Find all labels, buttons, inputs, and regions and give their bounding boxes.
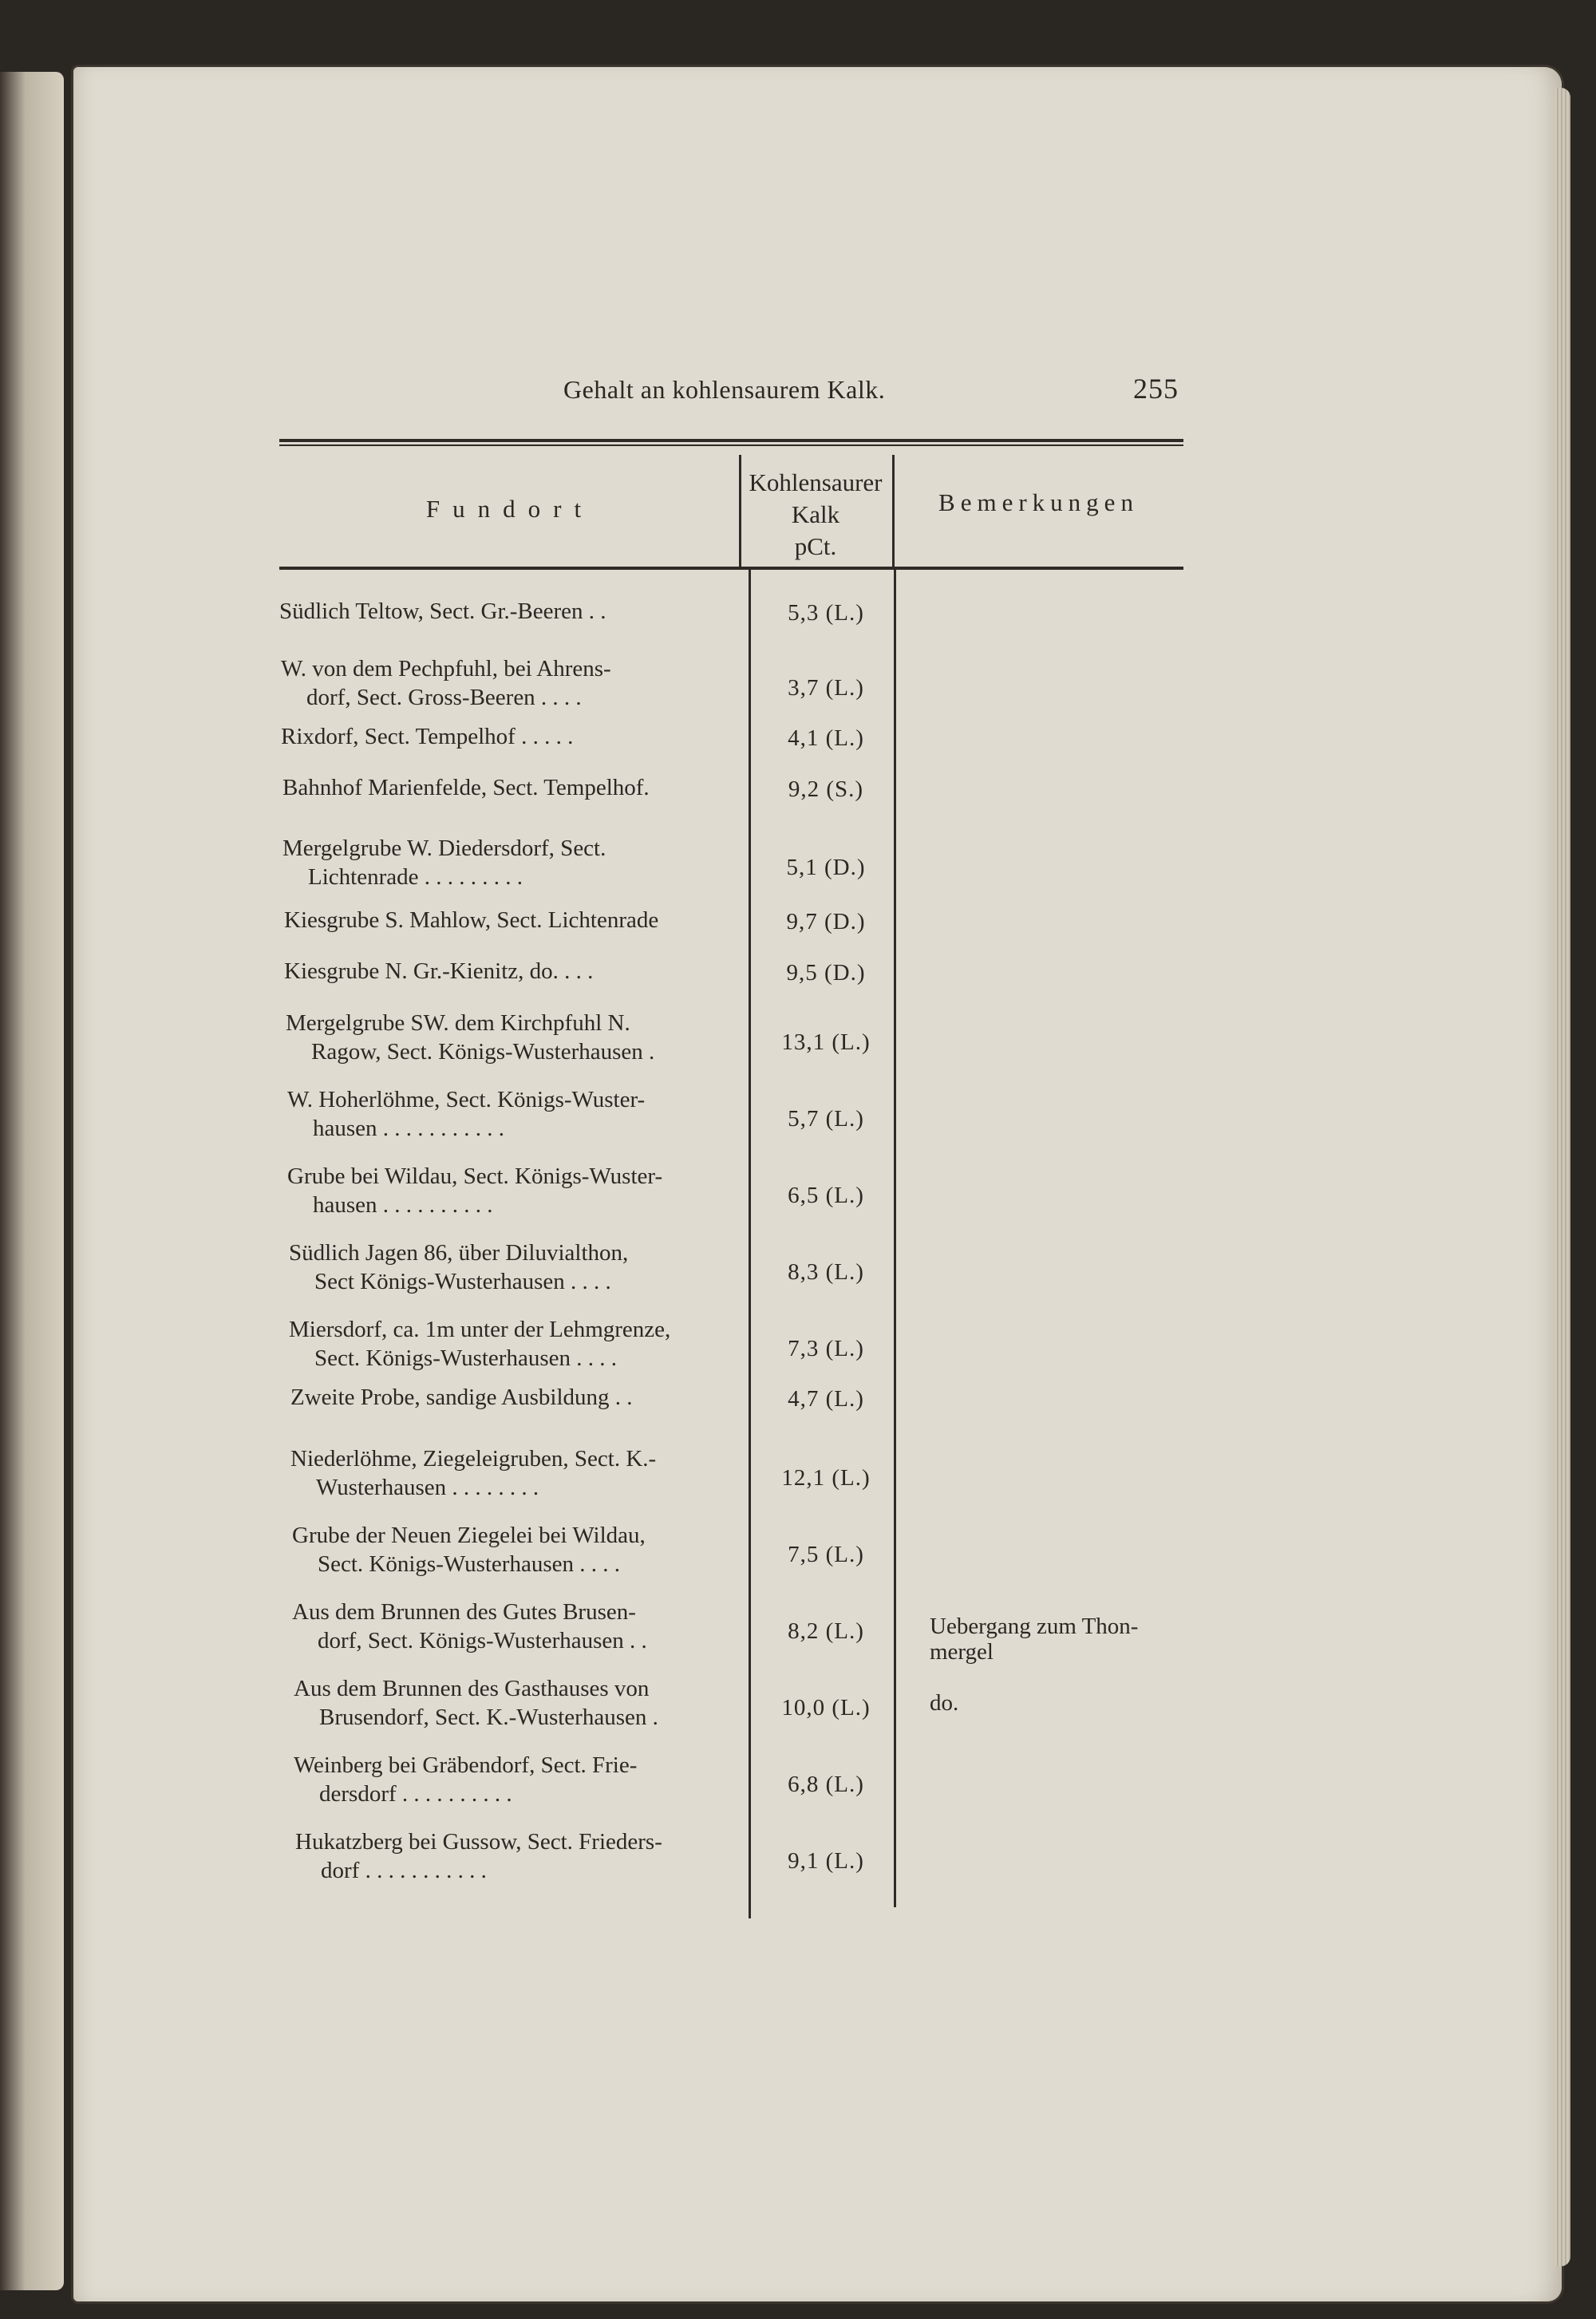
bemerkung-cell: Uebergang zum Thon-mergel: [930, 1614, 1139, 1665]
kalk-value: 9,7 (D.): [786, 909, 866, 934]
kalk-value: 10,0 (L.): [781, 1695, 871, 1720]
kalk-value: 12,1 (L.): [781, 1465, 871, 1491]
fundort-line: Südlich Jagen 86, über Diluvialthon,: [289, 1240, 629, 1266]
fundort-line: Lichtenrade . . . . . . . . .: [308, 864, 523, 890]
column-header-fundort: Fundort: [425, 495, 595, 523]
fundort-cell: [282, 773, 729, 802]
fundort-line: Rixdorf, Sect. Tempelhof . . . . .: [281, 724, 574, 749]
kalk-value: 7,5 (L.): [788, 1542, 864, 1567]
fundort-cell: [294, 1674, 741, 1732]
fundort-cell: [287, 1162, 734, 1219]
fundort-cell: [287, 1085, 734, 1143]
column-header-kalk-line: pCt.: [794, 532, 837, 560]
kalk-value: 5,3 (L.): [788, 600, 864, 626]
fundort-line: hausen . . . . . . . . . .: [313, 1192, 493, 1218]
fundort-line: Kiesgrube S. Mahlow, Sect. Lichtenrade: [284, 907, 659, 933]
kalk-value: 3,7 (L.): [788, 675, 864, 701]
facing-page-edge: [0, 72, 64, 2290]
fundort-cell: [284, 906, 731, 934]
fundort-line: Wusterhausen . . . . . . . .: [316, 1475, 539, 1500]
fundort-line: dorf, Sect. Königs-Wusterhausen . .: [318, 1628, 647, 1653]
kalk-value: 5,1 (D.): [786, 855, 866, 880]
fundort-cell: [281, 654, 728, 712]
fundort-line: Ragow, Sect. Königs-Wusterhausen .: [311, 1039, 655, 1065]
fundort-line: Grube bei Wildau, Sect. Königs-Wuster-: [287, 1163, 663, 1189]
fundort-line: Brusendorf, Sect. K.-Wusterhausen .: [319, 1705, 658, 1730]
fundort-line: Aus dem Brunnen des Gasthauses von: [294, 1676, 650, 1701]
column-header-kalk-line: Kohlensaurer: [749, 468, 883, 496]
fundort-line: Weinberg bei Gräbendorf, Sect. Frie-: [294, 1752, 638, 1778]
kalk-value: 4,1 (L.): [788, 725, 864, 751]
fundort-line: Grube der Neuen Ziegelei bei Wildau,: [292, 1523, 646, 1548]
fundort-cell: [295, 1827, 742, 1885]
fundort-line: Bahnhof Marienfelde, Sect. Tempelhof.: [282, 775, 650, 800]
page-stack-edge: [1555, 88, 1570, 2266]
fundort-line: Niederlöhme, Ziegeleigruben, Sect. K.-: [290, 1446, 657, 1472]
kalk-value: 13,1 (L.): [781, 1029, 871, 1055]
fundort-line: dersdorf . . . . . . . . . .: [319, 1781, 512, 1807]
table-top-rule: [279, 439, 1183, 442]
fundort-cell: [289, 1239, 736, 1296]
fundort-line: Aus dem Brunnen des Gutes Brusen-: [292, 1599, 636, 1625]
kalk-value: 9,5 (D.): [786, 960, 866, 986]
fundort-line: Hukatzberg bei Gussow, Sect. Frieders-: [295, 1829, 662, 1855]
bemerkung-cell: do.: [930, 1690, 959, 1716]
fundort-line: dorf, Sect. Gross-Beeren . . . .: [306, 685, 582, 710]
column-header-bemerkungen: Bemerkungen: [938, 488, 1139, 516]
fundort-cell: [294, 1751, 741, 1808]
fundort-line: Sect. Königs-Wusterhausen . . . .: [314, 1345, 617, 1371]
kalk-value: 8,2 (L.): [788, 1618, 864, 1644]
fundort-line: W. Hoherlöhme, Sect. Königs-Wuster-: [287, 1087, 646, 1112]
kalk-value: 6,8 (L.): [788, 1772, 864, 1797]
kalk-value: 9,2 (S.): [788, 776, 864, 802]
fundort-cell: [290, 1444, 737, 1502]
fundort-line: Sect Königs-Wusterhausen . . . .: [314, 1269, 611, 1294]
fundort-cell: [281, 722, 728, 751]
fundort-line: Mergelgrube W. Diedersdorf, Sect.: [282, 836, 606, 861]
kalk-value: 8,3 (L.): [788, 1259, 864, 1285]
column-header-kalk: [741, 467, 891, 563]
fundort-cell: [282, 834, 729, 891]
fundort-line: Miersdorf, ca. 1m unter der Lehmgrenze,: [289, 1317, 671, 1342]
fundort-line: Mergelgrube SW. dem Kirchpfuhl N.: [286, 1010, 630, 1036]
kalk-value: 4,7 (L.): [788, 1386, 864, 1412]
kalk-value: 9,1 (L.): [788, 1848, 864, 1874]
fundort-line: Südlich Teltow, Sect. Gr.-Beeren . .: [279, 599, 606, 624]
fundort-cell: [292, 1598, 739, 1655]
fundort-cell: [284, 957, 731, 986]
fundort-line: Kiesgrube N. Gr.-Kienitz, do. . . .: [284, 958, 594, 984]
fundort-line: hausen . . . . . . . . . . .: [313, 1116, 505, 1141]
fundort-cell: [286, 1009, 733, 1066]
kalk-value: 7,3 (L.): [788, 1336, 864, 1361]
fundort-line: Sect. Königs-Wusterhausen . . . .: [318, 1551, 620, 1577]
fundort-line: dorf . . . . . . . . . . .: [321, 1858, 487, 1883]
fundort-cell: [279, 597, 726, 626]
table-top-rule-thin: [279, 444, 1183, 446]
kalk-value: 5,7 (L.): [788, 1106, 864, 1132]
fundort-cell: [289, 1315, 736, 1373]
kalk-value: 6,5 (L.): [788, 1183, 864, 1208]
fundort-line: Zweite Probe, sandige Ausbildung . .: [290, 1385, 633, 1410]
fundort-line: W. von dem Pechpfuhl, bei Ahrens-: [281, 656, 611, 681]
column-header-kalk-line: Kalk: [791, 500, 840, 528]
fundort-cell: [290, 1383, 737, 1412]
fundort-cell: [292, 1521, 739, 1578]
page-number: 255: [1133, 373, 1179, 405]
table-header-rule: [279, 567, 1183, 570]
running-head: Gehalt an kohlensaurem Kalk.: [563, 375, 886, 404]
